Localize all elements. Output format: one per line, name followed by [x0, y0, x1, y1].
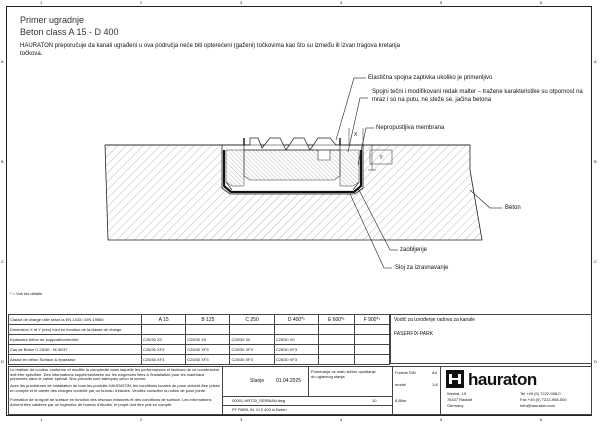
units-value: 8,88m — [395, 398, 407, 403]
row3-cell: C25/30 XF3 — [274, 345, 318, 355]
company-tel: Tel +49 (0) 7222-958-0 — [520, 391, 561, 396]
frame-number-top-3: 3 — [240, 0, 243, 5]
label-levelling: Sloj za izravnavanje — [395, 265, 449, 271]
frame-letter-left-a: A — [1, 59, 4, 64]
row2-label: Epaisseur béton de supposition/renfort — [9, 335, 142, 345]
label-sealant: Elastična spojna zaptivka ukoliko je primenljivo — [368, 75, 493, 81]
drawing-description: HAURATON preporučuje da kanali ugrađeni u ova područja neće biti opterećeni (gaženi) točkovima kao što su između ili izvan tragova kretanja točkova. — [20, 43, 400, 57]
group-label: Cas de Beton C 25/30 : Ni 30/37 — [9, 345, 142, 355]
row1-label: Dimension X et Y (mm) mini en fonction de la classe de charge — [9, 325, 142, 335]
frame-number-bottom-6: 6 — [540, 417, 543, 422]
drawing-subtitle: Beton class A 15 - D 400 — [20, 27, 119, 37]
status-label: Stanje — [250, 378, 265, 384]
row2-cell: C25/30 X0 — [186, 335, 230, 345]
row4-cell: C25/30 XF3 — [142, 355, 186, 365]
row4-cell — [318, 355, 354, 365]
model-label: model — [395, 382, 406, 387]
company-email: info@hauraton.com — [520, 403, 555, 408]
class-c250: C 250 — [230, 315, 274, 325]
format-value: A4 — [432, 370, 437, 375]
logo-wordmark: hauraton — [468, 370, 537, 389]
product-name: FASERFIX-PARK — [394, 331, 434, 337]
class-e600: E 600*¹ — [318, 315, 354, 325]
frame-number-top-6: 6 — [540, 0, 543, 5]
frame-letter-left-b: B — [1, 159, 4, 164]
frame-number-top-1: 1 — [40, 0, 43, 5]
frame-number-bottom-5: 5 — [440, 417, 443, 422]
frame-letter-right-a: A — [594, 59, 597, 64]
frame-letter-right-d: D — [594, 359, 597, 364]
title-mid-note: Pomeranje uz malu težinu opuštanje do uglavnog stanja — [311, 369, 376, 379]
model-value: 1:8 — [432, 382, 438, 387]
row4-cell: C25/30 XF3 — [274, 355, 318, 365]
class-a15: A 15 — [142, 315, 186, 325]
row3-cell — [318, 345, 354, 355]
frame-number-top-5: 5 — [440, 0, 443, 5]
company-street: Werkst. 19 — [447, 391, 467, 396]
label-membrane: Nepropustljiva membrana — [376, 125, 445, 131]
row2-cell: C25/30 X0 — [142, 335, 186, 345]
row3-cell: C25/30 XF3 — [186, 345, 230, 355]
row3-cell: C25/30 XF3 — [230, 345, 274, 355]
grating — [244, 138, 340, 150]
row2-cell — [318, 335, 354, 345]
sheet-number: 10 — [372, 398, 377, 403]
row2-cell — [354, 335, 389, 345]
mortar-right — [340, 150, 359, 186]
label-mortar: Spojni tečni i modifikovani redak malter – tražene karakteristike su otpornost na mraz i so na putu, ne steže se, jačina betona — [372, 89, 583, 103]
frame-letter-right-c: C — [594, 259, 597, 264]
label-dim-y: y — [380, 154, 383, 160]
label-dim-x: X — [354, 132, 358, 138]
footnote: * = Voir les détails — [10, 291, 42, 296]
drawing-reference: FF PARK /N. XI 0 400 in Beton — [232, 407, 287, 412]
title-note-1: Le réaliser de couleur conforme et modifie la complexité dans laquelle les performances et facteurs de ce constructeur doit être spécifiée. Des informations supplémentaires sur les exigences liées à l'installation pour les matériaux présentés dans le cahier spécial. Nos produits sont fabriqués selon la norme. — [10, 368, 220, 381]
row3-cell — [354, 345, 389, 355]
row3-cell: C25/30 XF3 — [142, 345, 186, 355]
row4-cell: C25/30 XF3 — [230, 355, 274, 365]
frame-number-bottom-3: 3 — [240, 417, 243, 422]
load-class-table — [8, 314, 390, 365]
company-city: 76437 Rastatt — [447, 397, 472, 402]
row4-cell: C25/30 XF3 — [186, 355, 230, 365]
frame-number-top-4: 4 — [340, 0, 343, 5]
class-d400: D 400*¹ — [274, 315, 318, 325]
title-note-3: Formation de la rigole de surface en fonction des réseaux existants et des conditions de surface. Les informations doivent être validées par un ingénieur de bureau d'études, le projet doit être pris en compte. — [10, 398, 212, 407]
frame-number-bottom-1: 1 — [40, 417, 43, 422]
drawing-number: 00001-HR720_SERBIAN.dwg — [232, 398, 286, 403]
format-label: Format DIN — [395, 370, 416, 375]
hauraton-logo-icon — [446, 370, 464, 388]
drawing-title: Primer ugradnje — [20, 15, 85, 25]
label-chamfer: zaobljenje — [400, 247, 428, 253]
class-f900: F 900*¹ — [354, 315, 389, 325]
status-date: 01.04.2025 — [276, 378, 302, 384]
mortar-left — [226, 150, 244, 186]
frame-letter-left-d: D — [1, 359, 4, 364]
product-note: Vodič za izvođenje radova za kanale — [394, 317, 475, 323]
row4-cell — [354, 355, 389, 365]
frame-number-bottom-4: 4 — [340, 417, 343, 422]
row2-cell: C25/30 X0 — [274, 335, 318, 345]
frame-number-bottom-2: 2 — [140, 417, 143, 422]
table-header-left: Classe de charge utile selon la EN 1433 / DIN 19580 — [9, 315, 142, 325]
company-fax: Fax +49 (0) 7222-958-500 — [520, 397, 567, 402]
title-note-2: Avec les procédures de installation de tous les produits HAURATON, les conditions locales de pose doivent être prises en compte et le cahier des charges contrôlé par un bureau d'études. Veuillez consulter la notice de pose jointe. — [10, 384, 220, 393]
company-country: Germany — [447, 403, 464, 408]
frame-letter-left-c: C — [1, 259, 4, 264]
label-concrete: Beton — [505, 205, 521, 211]
frame-number-top-2: 2 — [140, 0, 143, 5]
class-b125: B 125 — [186, 315, 230, 325]
row2-cell: C25/30 X0 — [230, 335, 274, 345]
row3-label: Assise en béton Surface & épaisseur — [9, 355, 142, 365]
frame-letter-right-b: B — [594, 159, 597, 164]
